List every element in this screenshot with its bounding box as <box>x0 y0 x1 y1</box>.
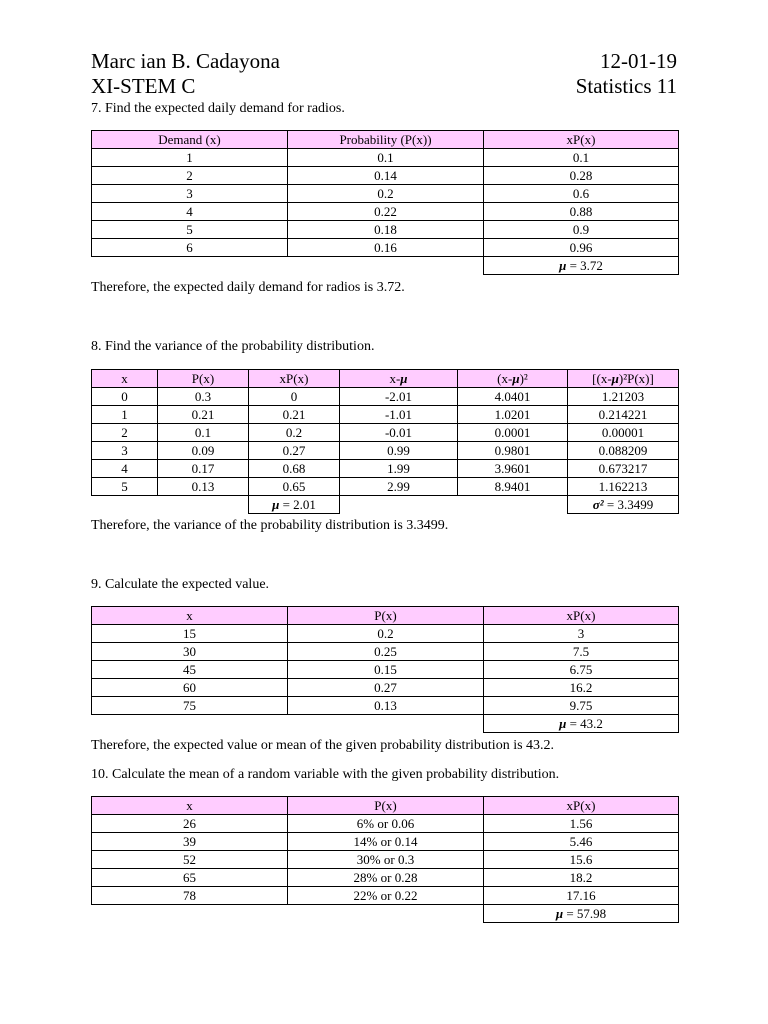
column-header: xP(x) <box>249 370 340 388</box>
table-header-row <box>92 131 679 149</box>
q8-question: 8. Find the variance of the probability distribution. <box>91 339 375 354</box>
table-row <box>92 406 679 424</box>
mu-symbol: μ <box>559 258 567 273</box>
table-cell: 0.21 <box>249 406 340 424</box>
table-cell: 3 <box>484 625 679 643</box>
table-cell: 8.9401 <box>458 478 568 496</box>
table-cell: 4 <box>92 460 158 478</box>
column-header: x <box>92 797 288 815</box>
mu-symbol: μ <box>555 906 564 921</box>
table-row <box>92 679 679 697</box>
q10-table <box>91 796 679 923</box>
table-cell: 6 <box>92 239 288 257</box>
table-cell: 18.2 <box>484 869 679 887</box>
table-row <box>92 167 679 185</box>
table-cell: 2 <box>92 167 288 185</box>
table-cell: 0.00001 <box>568 424 679 442</box>
table-cell: 0.0001 <box>458 424 568 442</box>
q8-table <box>91 369 679 514</box>
table-cell: 0.17 <box>158 460 249 478</box>
section: XI-STEM C <box>91 74 196 98</box>
table-cell: 0.088209 <box>568 442 679 460</box>
table-row <box>92 833 679 851</box>
table-row <box>92 460 679 478</box>
mu-symbol: μ <box>559 716 567 731</box>
table-cell: 0.1 <box>288 149 484 167</box>
table-cell: 5 <box>92 478 158 496</box>
student-name: Marc ian B. Cadayona <box>91 49 280 73</box>
table-cell: 0.673217 <box>568 460 679 478</box>
mean-value: = 43.2 <box>566 716 603 731</box>
variance-value: = 3.3499 <box>603 497 654 512</box>
table-cell: 6% or 0.06 <box>288 815 484 833</box>
table-cell: 52 <box>92 851 288 869</box>
table-row <box>92 661 679 679</box>
table-cell: 15 <box>92 625 288 643</box>
column-header: [(x-μ)²P(x)] <box>568 370 679 388</box>
mean-value: = 2.01 <box>279 497 316 512</box>
table-row <box>92 697 679 715</box>
mean-cell <box>484 715 679 733</box>
table-header-row <box>92 797 679 815</box>
table-cell: 0.1 <box>158 424 249 442</box>
table-cell: 0 <box>249 388 340 406</box>
column-header: P(x) <box>288 797 484 815</box>
column-header: x <box>92 370 158 388</box>
table-cell: 26 <box>92 815 288 833</box>
table-cell: 0.13 <box>158 478 249 496</box>
table-cell: -1.01 <box>340 406 458 424</box>
table-row <box>92 478 679 496</box>
q8-conclusion: Therefore, the variance of the probability distribution is 3.3499. <box>91 518 449 533</box>
table-cell: 6.75 <box>484 661 679 679</box>
column-header: xP(x) <box>484 797 679 815</box>
table-cell: 17.16 <box>484 887 679 905</box>
table-row <box>92 815 679 833</box>
table-row <box>92 887 679 905</box>
table-cell: 0.27 <box>288 679 484 697</box>
table-row <box>92 424 679 442</box>
table-cell: 3.9601 <box>458 460 568 478</box>
column-header: xP(x) <box>484 607 679 625</box>
column-header: Probability (P(x)) <box>288 131 484 149</box>
mean-row <box>92 257 679 275</box>
table-row <box>92 239 679 257</box>
table-cell: 0.09 <box>158 442 249 460</box>
table-cell: 15.6 <box>484 851 679 869</box>
table-cell: 30 <box>92 643 288 661</box>
table-cell: 9.75 <box>484 697 679 715</box>
table-cell: 0 <box>92 388 158 406</box>
mean-value: = 3.72 <box>566 258 603 273</box>
table-row <box>92 643 679 661</box>
mu-symbol: μ <box>272 497 280 512</box>
table-cell: 0.9801 <box>458 442 568 460</box>
table-header-row <box>92 370 679 388</box>
table-row <box>92 442 679 460</box>
table-cell: -0.01 <box>340 424 458 442</box>
table-cell: 5.46 <box>484 833 679 851</box>
q9-table <box>91 606 679 733</box>
mean-cell <box>249 496 340 514</box>
table-cell: 0.1 <box>484 149 679 167</box>
table-cell: 75 <box>92 697 288 715</box>
table-cell: 22% or 0.22 <box>288 887 484 905</box>
table-cell: 7.5 <box>484 643 679 661</box>
table-cell: 60 <box>92 679 288 697</box>
subject: Statistics 11 <box>575 74 677 98</box>
q9-conclusion: Therefore, the expected value or mean of the given probability distribution is 43.2. <box>91 738 555 753</box>
table-cell: 1.21203 <box>568 388 679 406</box>
table-cell: 0.9 <box>484 221 679 239</box>
table-row <box>92 185 679 203</box>
table-cell: 1 <box>92 149 288 167</box>
table-row <box>92 625 679 643</box>
table-cell: -2.01 <box>340 388 458 406</box>
mean-cell <box>484 905 679 923</box>
table-cell: 14% or 0.14 <box>288 833 484 851</box>
table-row <box>92 388 679 406</box>
variance-cell <box>568 496 679 514</box>
column-header: x <box>92 607 288 625</box>
table-row <box>92 203 679 221</box>
date: 12-01-19 <box>600 49 677 73</box>
table-cell: 39 <box>92 833 288 851</box>
table-cell: 1 <box>92 406 158 424</box>
table-cell: 0.99 <box>340 442 458 460</box>
table-cell: 0.21 <box>158 406 249 424</box>
table-cell: 1.56 <box>484 815 679 833</box>
table-cell: 1.162213 <box>568 478 679 496</box>
q9-question: 9. Calculate the expected value. <box>91 577 270 592</box>
table-cell: 0.2 <box>288 625 484 643</box>
table-cell: 2 <box>92 424 158 442</box>
table-cell: 78 <box>92 887 288 905</box>
table-cell: 0.25 <box>288 643 484 661</box>
table-cell: 2.99 <box>340 478 458 496</box>
sigma-symbol: σ² <box>592 497 604 512</box>
column-header: xP(x) <box>484 131 679 149</box>
table-row <box>92 149 679 167</box>
mean-cell <box>484 257 679 275</box>
q10-question: 10. Calculate the mean of a random variable with the given probability distribution. <box>91 767 560 782</box>
table-cell: 16.2 <box>484 679 679 697</box>
column-header: Demand (x) <box>92 131 288 149</box>
mean-value: = 57.98 <box>563 906 607 921</box>
column-header: (x-μ)² <box>458 370 568 388</box>
table-cell: 0.88 <box>484 203 679 221</box>
mean-row <box>92 715 679 733</box>
column-header: x-μ <box>340 370 458 388</box>
column-header: P(x) <box>288 607 484 625</box>
column-header: P(x) <box>158 370 249 388</box>
table-cell: 0.13 <box>288 697 484 715</box>
q7-question: 7. Find the expected daily demand for radios. <box>91 101 345 116</box>
q7-conclusion: Therefore, the expected daily demand for radios is 3.72. <box>91 280 405 295</box>
table-cell: 0.2 <box>249 424 340 442</box>
table-cell: 30% or 0.3 <box>288 851 484 869</box>
table-cell: 0.214221 <box>568 406 679 424</box>
q7-table <box>91 130 679 275</box>
table-cell: 0.2 <box>288 185 484 203</box>
table-cell: 0.28 <box>484 167 679 185</box>
table-cell: 3 <box>92 185 288 203</box>
table-cell: 4 <box>92 203 288 221</box>
table-cell: 0.96 <box>484 239 679 257</box>
table-cell: 45 <box>92 661 288 679</box>
mean-row <box>92 905 679 923</box>
table-cell: 4.0401 <box>458 388 568 406</box>
table-cell: 0.18 <box>288 221 484 239</box>
table-cell: 5 <box>92 221 288 239</box>
table-row <box>92 869 679 887</box>
table-cell: 0.68 <box>249 460 340 478</box>
table-cell: 3 <box>92 442 158 460</box>
table-cell: 0.3 <box>158 388 249 406</box>
table-row <box>92 221 679 239</box>
table-cell: 0.22 <box>288 203 484 221</box>
table-cell: 1.99 <box>340 460 458 478</box>
table-cell: 0.27 <box>249 442 340 460</box>
table-cell: 28% or 0.28 <box>288 869 484 887</box>
table-header-row <box>92 607 679 625</box>
table-row <box>92 851 679 869</box>
table-cell: 0.15 <box>288 661 484 679</box>
table-cell: 0.65 <box>249 478 340 496</box>
table-cell: 65 <box>92 869 288 887</box>
table-cell: 0.16 <box>288 239 484 257</box>
table-cell: 1.0201 <box>458 406 568 424</box>
table-cell: 0.14 <box>288 167 484 185</box>
mean-row <box>92 496 679 514</box>
table-cell: 0.6 <box>484 185 679 203</box>
